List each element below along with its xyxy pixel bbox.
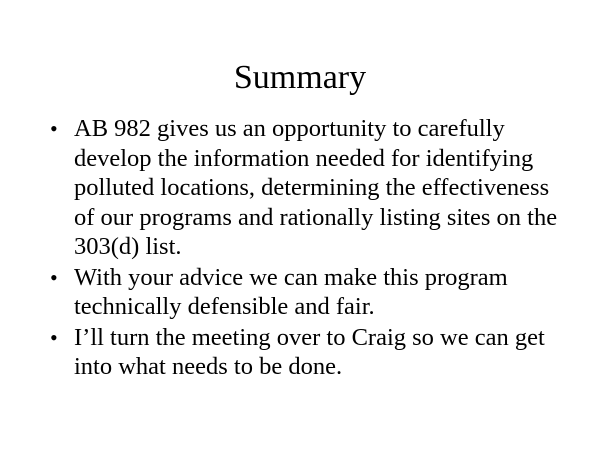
bullet-icon: • (50, 116, 58, 141)
bullet-text: With your advice we can make this program technically defensible and fair. (74, 263, 508, 320)
bullet-text: AB 982 gives us an opportunity to carefully develop the information needed for identifying polluted locations, determining the effectiveness of our programs and rationally listing sites on the 303(d) list. (74, 115, 558, 260)
bullet-item-1 (50, 114, 570, 262)
bullet-item-2 (50, 263, 570, 322)
bullet-list (50, 114, 570, 383)
slide-title: Summary (233, 59, 367, 96)
bullet-text: I’ll turn the meeting over to Craig so we can get into what needs to be done. (74, 323, 545, 380)
bullet-icon: • (50, 264, 58, 290)
bullet-icon: • (50, 324, 58, 350)
bullet-item-3 (50, 323, 570, 382)
